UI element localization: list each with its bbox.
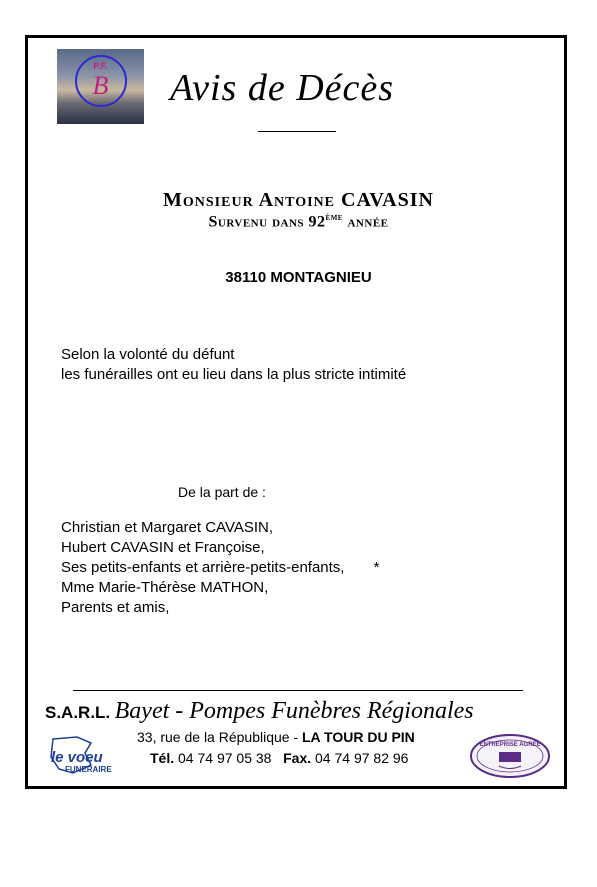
logo-letter: B [92,71,109,100]
family-list [61,518,379,618]
family-member: Hubert CAVASIN et Françoise, [61,539,265,556]
notice-frame [25,35,567,789]
family-member: Ses petits-enfants et arrière-petits-enfants, * [61,559,380,576]
address-city: LA TOUR DU PIN [302,729,415,745]
company-phones [150,750,408,766]
company-address: 33, rue de la République - LA TOUR DU PIN [137,729,415,745]
from-label: De la part de : [178,484,266,500]
message-line: Selon la volonté du défunt [61,346,235,363]
footer-divider [73,690,523,691]
svg-text:ENTREPRISE AGREE: ENTREPRISE AGREE [479,742,541,748]
page-title: Avis de Décès [170,67,395,109]
svg-text:FUNERAIRE: FUNERAIRE [65,765,112,774]
funeral-message [61,345,406,385]
deceased-age: Survenu dans 92ème année [208,212,389,231]
entreprise-agreee-logo [469,733,551,779]
company-line [45,698,474,725]
family-member: Christian et Margaret CAVASIN, [61,519,274,536]
company-form: S.A.R.L. [45,703,111,722]
fax-label: Fax. [283,750,312,766]
title-divider [258,131,336,132]
tel-number: 04 74 97 05 38 [178,750,272,766]
tel-label: Tél. [150,750,175,766]
logo-initials: P.F. [93,61,108,71]
family-member: Parents et amis, [61,599,170,616]
company-name: Bayet - Pompes Funèbres Régionales [114,698,474,724]
family-member: Mme Marie-Thérèse MATHON, [61,579,269,596]
fax-number: 04 74 97 82 96 [315,750,409,766]
message-line: les funérailles ont eu lieu dans la plus stricte intimité [61,366,407,383]
funeral-home-logo [57,49,144,124]
deceased-name: Monsieur Antoine CAVASIN [163,189,434,211]
le-voeu-funeraire-logo [47,735,129,777]
deceased-city: 38110 MONTAGNIEU [225,269,372,286]
svg-text:le voeu: le voeu [51,749,103,766]
